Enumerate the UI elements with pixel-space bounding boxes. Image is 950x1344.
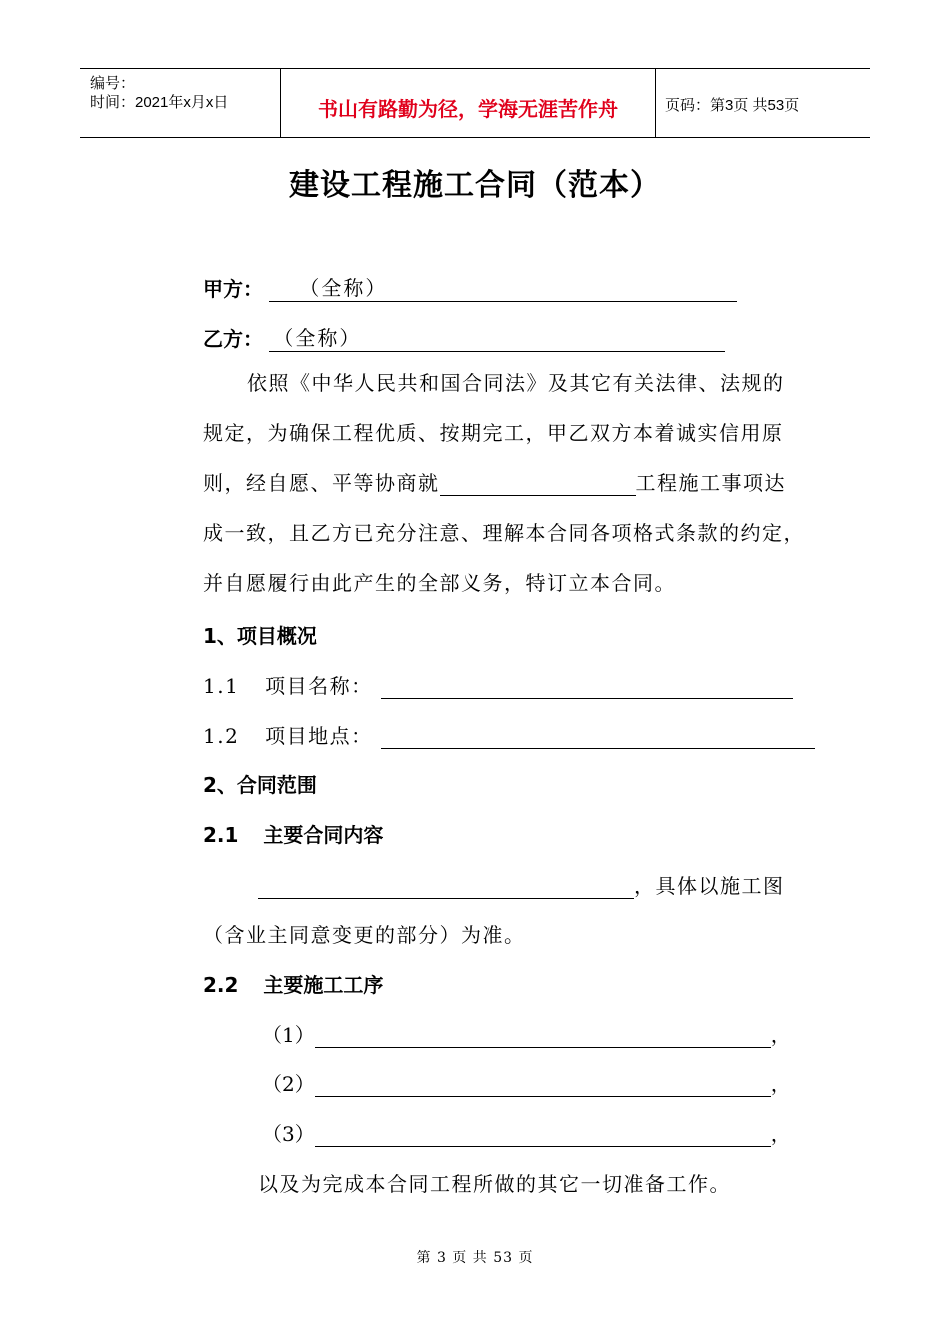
contract-content-line-2: （含业主同意变更的部分）为准。 <box>203 923 526 947</box>
subsection-2-1-title: 主要合同内容 <box>263 823 384 847</box>
item-1-2-blank <box>381 726 815 749</box>
process-step-3-blank <box>315 1124 771 1147</box>
intro-line-1: 依照《中华人民共和国合同法》及其它有关法律、法规的 <box>247 371 785 395</box>
party-a-label: 甲方： <box>203 277 263 301</box>
header-page-cell <box>655 69 870 137</box>
subsection-2-2-number: 2.2 <box>203 973 239 997</box>
document-number-label: 编号： <box>90 75 136 92</box>
intro-line-3a: 则，经自愿、平等协商就 <box>203 471 440 495</box>
party-a-field <box>269 272 737 302</box>
item-1-2-label: 项目地点： <box>265 724 373 748</box>
header-page-code: 页码：第3页 共53页 <box>665 97 800 114</box>
header-motto: 书山有路勤为径，学海无涯苦作舟 <box>318 97 618 121</box>
subsection-2-1-number: 2.1 <box>203 823 239 847</box>
process-step-1-number: （1） <box>262 1023 315 1047</box>
process-step-2-blank <box>315 1074 771 1097</box>
header-motto-cell <box>280 69 656 137</box>
header-left-cell <box>80 69 280 137</box>
item-1-1-number: 1.1 <box>203 674 240 698</box>
contract-content-blank <box>258 876 634 899</box>
item-1-1-blank <box>381 676 793 699</box>
document-time-label: 时间：2021年x月x日 <box>90 94 229 111</box>
intro-paragraph <box>203 358 813 608</box>
subsection-2-2 <box>203 969 383 998</box>
process-step-3-number: （3） <box>262 1122 315 1146</box>
process-step-2-number: （2） <box>262 1072 315 1096</box>
contract-content-suffix: ，具体以施工图 <box>634 874 785 898</box>
process-step-1 <box>262 1019 791 1048</box>
process-step-3 <box>262 1118 791 1147</box>
item-1-2-number: 1.2 <box>203 724 240 748</box>
party-b-label: 乙方： <box>203 327 263 351</box>
document-title: 建设工程施工合同（范本） <box>289 168 661 203</box>
party-b-line <box>203 322 725 352</box>
subsection-2-2-title: 主要施工工序 <box>263 973 384 997</box>
process-step-1-blank <box>315 1025 771 1048</box>
closing-line: 以及为完成本合同工程所做的其它一切准备工作。 <box>258 1172 731 1196</box>
process-step-3-comma: ， <box>770 1122 791 1146</box>
page-footer: 第 3 页 共 53 页 <box>416 1250 534 1266</box>
party-a-line <box>203 272 737 302</box>
party-b-value: （全称） <box>273 326 362 350</box>
section-2-heading: 2、合同范围 <box>203 773 317 797</box>
intro-line-3 <box>203 458 813 508</box>
process-step-2-comma: ， <box>770 1072 791 1096</box>
contract-content-line <box>258 870 785 899</box>
project-name-blank <box>440 473 636 496</box>
process-step-2 <box>262 1068 791 1097</box>
intro-line-5: 并自愿履行由此产生的全部义务，特订立本合同。 <box>203 571 676 595</box>
item-1-1 <box>203 670 793 699</box>
subsection-2-1 <box>203 819 383 848</box>
party-b-field <box>269 322 725 352</box>
intro-line-2: 规定，为确保工程优质、按期完工，甲乙双方本着诚实信用原 <box>203 421 784 445</box>
process-step-1-comma: ， <box>770 1023 791 1047</box>
document-header <box>80 68 870 138</box>
item-1-1-label: 项目名称： <box>265 674 373 698</box>
intro-line-4: 成一致，且乙方已充分注意、理解本合同各项格式条款的约定， <box>203 521 805 545</box>
party-a-value: （全称） <box>299 276 388 300</box>
section-1-heading: 1、项目概况 <box>203 624 317 648</box>
intro-line-3b: 工程施工事项达 <box>635 471 786 495</box>
item-1-2 <box>203 720 815 749</box>
